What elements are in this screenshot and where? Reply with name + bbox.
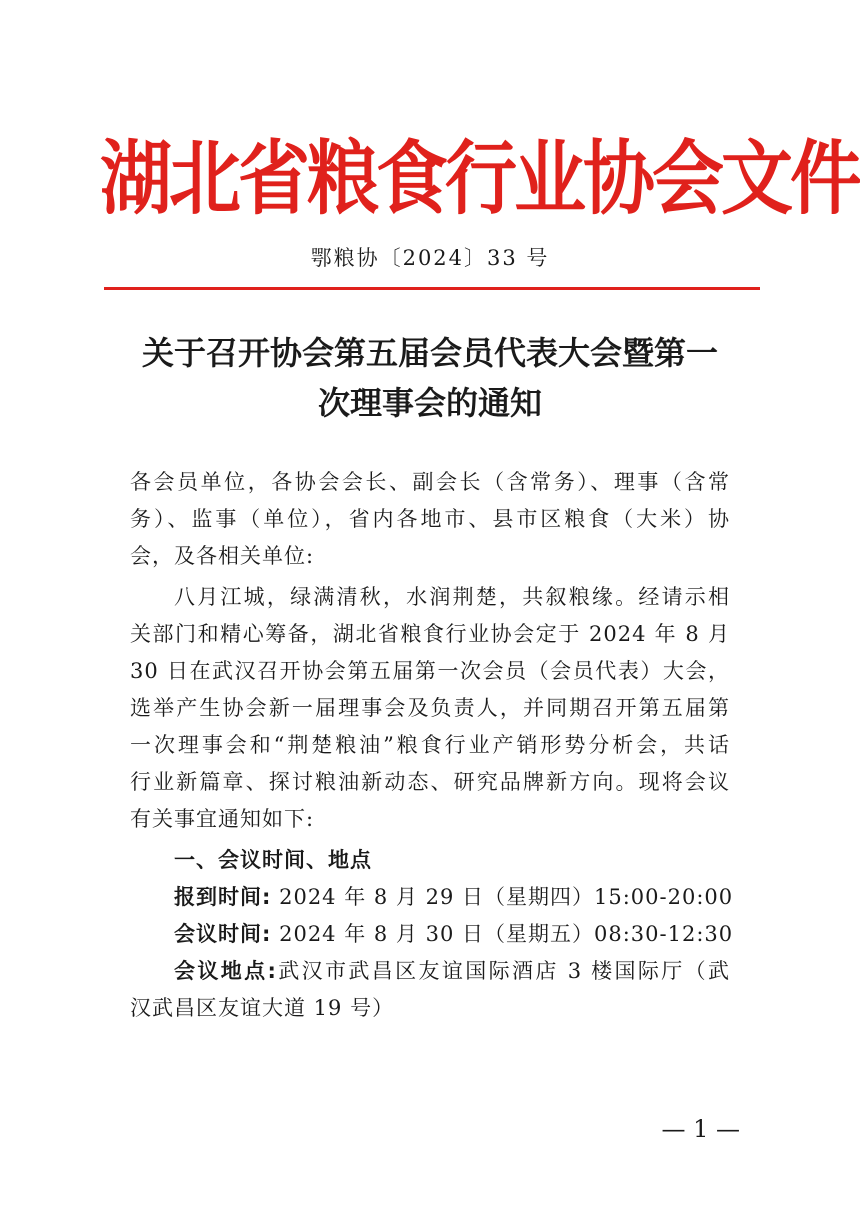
intro-line-7: 有关事宜通知如下: <box>130 807 315 831</box>
meeting-time-row <box>130 916 734 953</box>
intro-line-4: 选举产生协会新一届理事会及负责人，并同期召开第五届第 <box>130 696 730 720</box>
notice-body <box>130 464 734 1027</box>
page-number: — 1 — <box>661 1115 740 1143</box>
salutation-line-2: 务）、监事（单位），省内各地市、县市区粮食（大米）协 <box>130 507 730 531</box>
registration-date: 2024 年 8 月 29 日（星期四） <box>279 885 594 909</box>
venue-row <box>130 953 730 990</box>
intro-line-6: 行业新篇章、探讨粮油新动态、研究品牌新方向。现将会议 <box>130 770 730 794</box>
notice-title-line-2: 次理事会的通知 <box>317 384 542 422</box>
venue-text: 武汉市武昌区友谊国际酒店 3 楼国际厅（武 <box>276 959 730 983</box>
masthead-title: 湖北省粮食行业协会文件 <box>100 131 860 226</box>
salutation-line-1: 各会员单位，各协会会长、副会长（含常务）、理事（含常 <box>130 470 730 494</box>
intro-line-1: 八月江城，绿满清秋，水润荆楚，共叙粮缘。经请示相 <box>174 585 730 609</box>
intro-paragraph <box>130 579 730 838</box>
red-divider-rule <box>104 287 760 290</box>
intro-line-5: 一次理事会和“荆楚粮油”粮食行业产销形势分析会，共话 <box>130 733 730 757</box>
intro-line-3: 30 日在武汉召开协会第五届第一次会员（会员代表）大会， <box>130 659 730 683</box>
venue-text-continued: 汉武昌区友谊大道 19 号） <box>130 996 395 1020</box>
salutation-line-3: 会，及各相关单位: <box>130 544 315 568</box>
section-1 <box>130 842 734 1027</box>
section-1-heading: 一、会议时间、地点 <box>174 848 372 872</box>
document-number: 鄂粮协〔2024〕33 号 <box>310 246 550 270</box>
notice-title <box>120 328 740 428</box>
venue-label: 会议地点: <box>174 959 277 983</box>
meeting-time-label: 会议时间: <box>174 922 272 946</box>
notice-title-line-1: 关于召开协会第五届会员代表大会暨第一 <box>141 334 718 372</box>
salutation <box>130 464 730 575</box>
registration-time-row <box>130 879 734 916</box>
registration-time-label: 报到时间: <box>174 885 272 909</box>
intro-line-2: 关部门和精心筹备，湖北省粮食行业协会定于 2024 年 8 月 <box>130 622 730 646</box>
meeting-date: 2024 年 8 月 30 日（星期五） <box>279 922 594 946</box>
registration-time-range: 15:00-20:00 <box>594 885 734 909</box>
meeting-time-range: 08:30-12:30 <box>594 922 734 946</box>
